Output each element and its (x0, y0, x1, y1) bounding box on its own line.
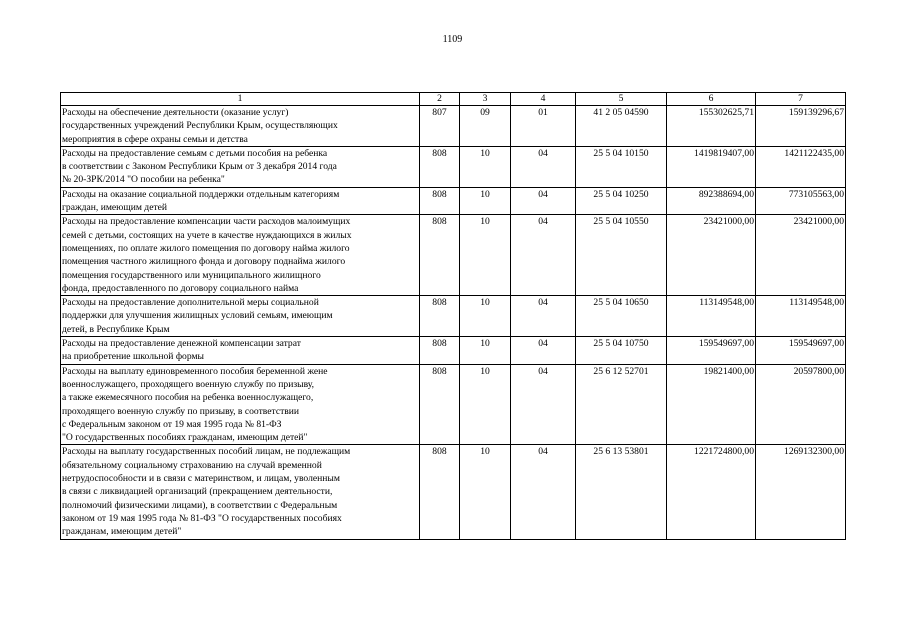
page-number: 1109 (442, 34, 463, 45)
ministry-code: 808 (420, 445, 460, 539)
header-col-6: 6 (667, 93, 756, 106)
table-row (61, 106, 846, 147)
subsection-code: 04 (511, 445, 576, 539)
subsection-code: 04 (511, 337, 576, 365)
description-line: государственных учреждений Республики Крым, осуществляющих (62, 120, 338, 132)
description-line: граждан, имеющим детей (62, 202, 168, 214)
target-article-code: 25 5 04 10650 (576, 296, 667, 337)
ministry-code: 808 (420, 364, 460, 445)
table-row (61, 445, 846, 539)
ministry-code: 808 (420, 187, 460, 215)
description-line: № 20-ЗРК/2014 "О пособии на ребенка" (62, 174, 225, 186)
expense-description (61, 215, 420, 296)
description-line: фонда, предоставленного по договору социального найма (62, 282, 299, 294)
subsection-code: 04 (511, 215, 576, 296)
description-line: Расходы на предоставление компенсации части расходов малоимущих (62, 216, 351, 228)
ministry-code: 807 (420, 106, 460, 147)
target-article-code: 25 5 04 10250 (576, 187, 667, 215)
subsection-code: 01 (511, 106, 576, 147)
description-line: поддержки для улучшения жилищных условий семьям, имеющим (62, 310, 333, 322)
section-code: 10 (460, 337, 511, 365)
section-code: 09 (460, 106, 511, 147)
expense-description (61, 187, 420, 215)
header-col-3: 3 (460, 93, 511, 106)
amount-year-2: 113149548,00 (756, 296, 846, 337)
target-article-code: 41 2 05 04590 (576, 106, 667, 147)
subsection-code: 04 (511, 364, 576, 445)
description-line: полномочий физическими лицами), в соответствии с Федеральным (62, 499, 338, 511)
header-col-2: 2 (420, 93, 460, 106)
description-line: Расходы на выплату единовременного пособия беременной жене (62, 365, 328, 377)
expense-description (61, 337, 420, 365)
amount-year-1: 113149548,00 (667, 296, 756, 337)
description-line: помещения государственного или муниципального жилищного (62, 269, 321, 281)
description-line: Расходы на предоставление денежной компенсации затрат (62, 338, 301, 350)
amount-year-1: 23421000,00 (667, 215, 756, 296)
description-line: Расходы на оказание социальной поддержки отдельным категориям (62, 188, 340, 200)
target-article-code: 25 5 04 10550 (576, 215, 667, 296)
section-code: 10 (460, 146, 511, 187)
amount-year-2: 1269132300,00 (756, 445, 846, 539)
description-line: "О государственных пособиях гражданам, имеющим детей" (62, 432, 308, 444)
target-article-code: 25 6 13 53801 (576, 445, 667, 539)
amount-year-1: 155302625,71 (667, 106, 756, 147)
description-line: гражданам, имеющим детей" (62, 526, 182, 538)
section-code: 10 (460, 364, 511, 445)
description-line: нетрудоспособности и в связи с материнством, и лицам, уволенным (62, 473, 340, 485)
subsection-code: 04 (511, 296, 576, 337)
header-col-4: 4 (511, 93, 576, 106)
target-article-code: 25 5 04 10150 (576, 146, 667, 187)
section-code: 10 (460, 187, 511, 215)
amount-year-2: 1421122435,00 (756, 146, 846, 187)
description-line: военнослужащего, проходящего военную службу по призыву, (62, 378, 315, 390)
amount-year-2: 159549697,00 (756, 337, 846, 365)
expense-description (61, 106, 420, 147)
expense-description (61, 445, 420, 539)
amount-year-1: 1419819407,00 (667, 146, 756, 187)
ministry-code: 808 (420, 337, 460, 365)
ministry-code: 808 (420, 296, 460, 337)
table-row (61, 296, 846, 337)
description-line: детей, в Республике Крым (62, 323, 170, 335)
subsection-code: 04 (511, 146, 576, 187)
amount-year-1: 159549697,00 (667, 337, 756, 365)
description-line: в соответствии с Законом Республики Крым от 3 декабря 2014 года (62, 161, 337, 173)
description-line: обязательному социальному страхованию на случай временной (62, 459, 322, 471)
target-article-code: 25 6 12 52701 (576, 364, 667, 445)
table-row (61, 215, 846, 296)
table-row (61, 146, 846, 187)
header-col-1: 1 (61, 93, 420, 106)
table-row (61, 337, 846, 365)
amount-year-1: 892388694,00 (667, 187, 756, 215)
description-line: семей с детьми, состоящих на учете в качестве нуждающихся в жилых (62, 229, 352, 241)
budget-table (60, 92, 846, 540)
description-line: мероприятия в сфере охраны семьи и детства (62, 133, 248, 145)
amount-year-2: 773105563,00 (756, 187, 846, 215)
ministry-code: 808 (420, 215, 460, 296)
description-line: проходящего военную службу по призыву, в соответствии (62, 405, 300, 417)
expense-description (61, 146, 420, 187)
expense-description (61, 296, 420, 337)
amount-year-1: 19821400,00 (667, 364, 756, 445)
header-col-7: 7 (756, 93, 846, 106)
description-line: на приобретение школьной формы (62, 351, 205, 363)
description-line: а также ежемесячного пособия на ребенка военнослужащего, (62, 392, 314, 404)
header-col-5: 5 (576, 93, 667, 106)
section-code: 10 (460, 296, 511, 337)
amount-year-2: 20597800,00 (756, 364, 846, 445)
table-row (61, 187, 846, 215)
description-line: с Федеральным законом от 19 мая 1995 года № 81-ФЗ (62, 418, 282, 430)
table-header-row (61, 93, 846, 106)
description-line: Расходы на предоставление дополнительной меры социальной (62, 297, 319, 309)
description-line: Расходы на выплату государственных пособий лицам, не подлежащим (62, 446, 351, 458)
expense-description (61, 364, 420, 445)
ministry-code: 808 (420, 146, 460, 187)
section-code: 10 (460, 445, 511, 539)
target-article-code: 25 5 04 10750 (576, 337, 667, 365)
subsection-code: 04 (511, 187, 576, 215)
amount-year-2: 23421000,00 (756, 215, 846, 296)
description-line: помещения частного жилищного фонда и договору поднайма жилого (62, 256, 346, 268)
description-line: в связи с ликвидацией организаций (прекращением деятельности, (62, 486, 333, 498)
section-code: 10 (460, 215, 511, 296)
description-line: помещениях, по оплате жилого помещения по договору найма жилого (62, 242, 350, 254)
amount-year-1: 1221724800,00 (667, 445, 756, 539)
table-row (61, 364, 846, 445)
amount-year-2: 159139296,67 (756, 106, 846, 147)
description-line: Расходы на предоставление семьям с детьми пособия на ребенка (62, 147, 328, 159)
description-line: Расходы на обеспечение деятельности (оказание услуг) (62, 107, 289, 118)
description-line: законом от 19 мая 1995 года № 81-ФЗ "О государственных пособиях (62, 512, 342, 524)
